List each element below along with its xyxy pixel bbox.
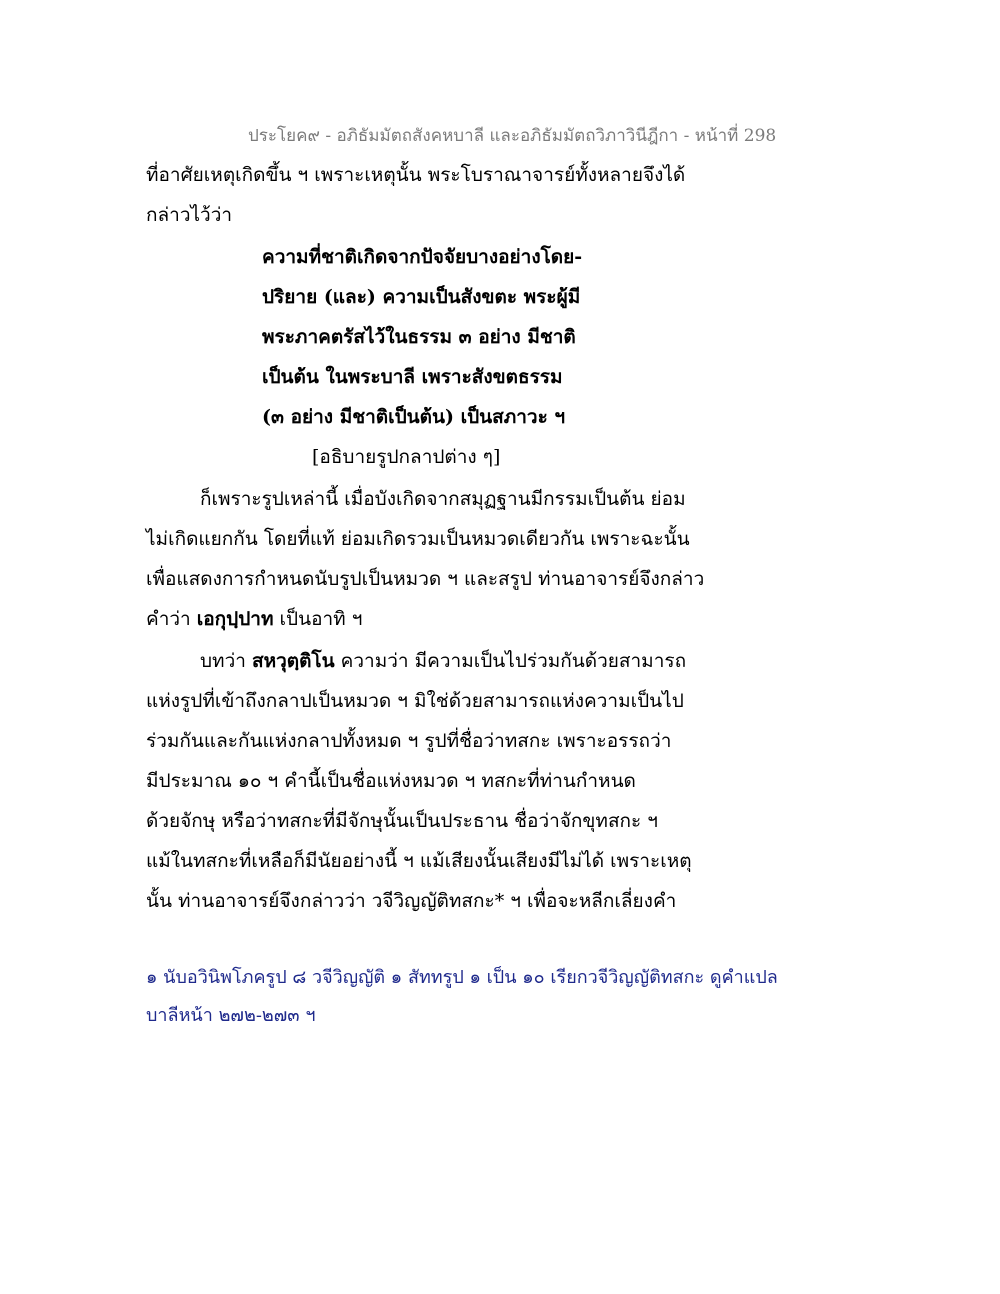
section-subheading: [อธิบายรูปกลาปต่าง ๆ] xyxy=(312,446,501,468)
text-line: นั้น ท่านอาจารย์จึงกล่าวว่า วจีวิญญัติทสกะ* ฯ เพื่อจะหลีกเลี่ยงคำ xyxy=(146,890,677,912)
pali-term: เอกุปฺปาท xyxy=(196,608,274,630)
text-run: คำว่า xyxy=(146,608,197,630)
footnote-line: ๑ นับอวินิพโภครูป ๘ วจีวิญญัติ ๑ สัททรูป ๑ เป็น ๑๐ เรียกวจีวิญญัติทสกะ ดูคำแปล xyxy=(146,967,778,988)
verse-line: ปริยาย (และ) ความเป็นสังขตะ พระผู้มี xyxy=(262,286,581,308)
text-run: เป็นอาทิ ฯ xyxy=(273,608,363,630)
text-line: แม้ในทสกะที่เหลือก็มีนัยอย่างนี้ ฯ แม้เสียงนั้นเสียงมีไม่ได้ เพราะเหตุ xyxy=(146,850,692,872)
verse-line: เป็นต้น ในพระบาลี เพราะสังขตธรรม xyxy=(262,366,563,388)
verse-line: (๓ อย่าง มีชาติเป็นต้น) เป็นสภาวะ ฯ xyxy=(262,406,566,428)
footnote-line: บาลีหน้า ๒๗๒-๒๗๓ ฯ xyxy=(146,1005,316,1026)
text-line: ที่อาศัยเหตุเกิดขึ้น ฯ เพราะเหตุนั้น พระโบราณาจารย์ทั้งหลายจึงได้ xyxy=(146,164,686,186)
text-run: ความว่า มีความเป็นไปร่วมกันด้วยสามารถ xyxy=(334,650,687,672)
text-line: ก็เพราะรูปเหล่านี้ เมื่อบังเกิดจากสมุฏฐานมีกรรมเป็นต้น ย่อม xyxy=(200,488,686,510)
text-line xyxy=(146,604,362,634)
page-header: ประโยค๙ - อภิธัมมัตถสังคหบาลี และอภิธัมมัตถวิภาวินีฎีกา - หน้าที่ 298 xyxy=(248,126,777,146)
text-line: มีประมาณ ๑๐ ฯ คำนี้เป็นชื่อแห่งหมวด ฯ ทสกะที่ท่านกำหนด xyxy=(146,770,636,792)
verse-line: พระภาคตรัสไว้ในธรรม ๓ อย่าง มีชาติ xyxy=(262,326,576,348)
text-line: ไม่เกิดแยกกัน โดยที่แท้ ย่อมเกิดรวมเป็นหมวดเดียวกัน เพราะฉะนั้น xyxy=(146,528,690,550)
text-line: กล่าวไว้ว่า xyxy=(146,204,233,226)
text-line: แห่งรูปที่เข้าถึงกลาปเป็นหมวด ฯ มิใช่ด้วยสามารถแห่งความเป็นไป xyxy=(146,690,684,712)
text-line: ร่วมกันและกันแห่งกลาปทั้งหมด ฯ รูปที่ชื่อว่าทสกะ เพราะอรรถว่า xyxy=(146,730,672,752)
verse-line: ความที่ชาติเกิดจากปัจจัยบางอย่างโดย- xyxy=(262,246,583,268)
pali-term: สหวุตฺติโน xyxy=(251,650,335,672)
text-line: เพื่อแสดงการกำหนดนับรูปเป็นหมวด ฯ และสรูป ท่านอาจารย์จึงกล่าว xyxy=(146,568,705,590)
text-run: บทว่า xyxy=(200,650,252,672)
text-line xyxy=(200,646,686,676)
text-line: ด้วยจักษุ หรือว่าทสกะที่มีจักษุนั้นเป็นประธาน ชื่อว่าจักขุทสกะ ฯ xyxy=(146,810,658,832)
